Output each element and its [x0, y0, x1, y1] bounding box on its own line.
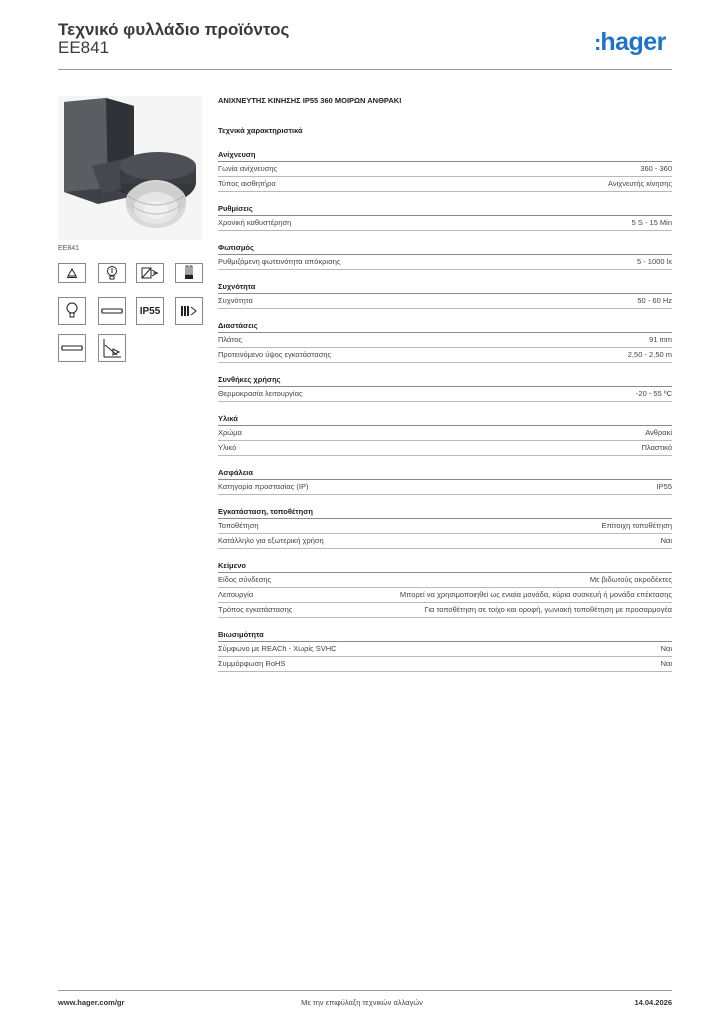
technical-content — [218, 94, 672, 672]
product-image — [58, 96, 202, 240]
section-title: Υλικά — [218, 412, 672, 426]
spec-section — [218, 319, 672, 363]
led-tube-icon — [58, 334, 86, 362]
section-title: Ασφάλεια — [218, 466, 672, 480]
section-title: Εγκατάσταση, τοποθέτηση — [218, 505, 672, 519]
footer-website-link[interactable]: www.hager.com/gr — [58, 998, 125, 1007]
spec-label: Χρώμα — [218, 428, 242, 437]
spec-value: Ανιχνευτής κίνησης — [608, 179, 672, 188]
ip-rating-text: IP55 — [139, 305, 161, 317]
halogen-icon — [136, 263, 164, 283]
section-title: Διαστάσεις — [218, 319, 672, 333]
motor-load-icon — [98, 334, 126, 362]
spec-value: Πλαστικό — [641, 443, 672, 452]
spec-value: 50 - 60 Hz — [637, 296, 672, 305]
spec-value: Ανθρακί — [645, 428, 672, 437]
spec-label: Τύπος αισθητήρα — [218, 179, 276, 188]
section-title: Βιωσιμότητα — [218, 628, 672, 642]
spec-label: Ρυθμιζόμενη φωτεινότητα απόκρισης — [218, 257, 341, 266]
spec-label: Προτεινόμενο ύψος εγκατάστασης — [218, 350, 332, 359]
spec-value: 91 mm — [649, 335, 672, 344]
spec-row — [218, 333, 672, 348]
spec-label: Τρόπος εγκατάστασης — [218, 605, 293, 614]
spec-label: Κατηγορία προστασίας (IP) — [218, 482, 309, 491]
spec-label: Τοποθέτηση — [218, 521, 259, 530]
spec-label: Σύμφωνο με REACh - Χωρίς SVHC — [218, 644, 337, 653]
spec-label: Συμμόρφωση RoHS — [218, 659, 286, 668]
spec-label: Είδος σύνδεσης — [218, 575, 272, 584]
page-title: Τεχνικό φυλλάδιο προϊόντος — [58, 20, 290, 39]
energy-saving-lamp-icon — [175, 263, 203, 283]
spec-value: IP55 — [656, 482, 672, 491]
hager-logo[interactable] — [594, 28, 666, 57]
incandescent-bulb-icon — [58, 297, 86, 325]
spec-row — [218, 573, 672, 588]
spec-label: Θερμοκρασία λειτουργίας — [218, 389, 303, 398]
spec-sections — [218, 148, 672, 672]
spec-value: Μπορεί να χρησιμοποιηθεί ως ενιαία μονάδα, κύρια συσκευή ή μονάδα επέκτασης — [399, 590, 672, 599]
spec-row — [218, 255, 672, 270]
spec-label: Γωνία ανίχνευσης — [218, 164, 278, 173]
spec-section — [218, 505, 672, 549]
spec-row — [218, 657, 672, 672]
spec-row — [218, 441, 672, 456]
spec-row — [218, 177, 672, 192]
spec-row — [218, 348, 672, 363]
product-code: EE841 — [58, 38, 110, 57]
spec-value: Με βιδωτούς ακροδέκτες — [589, 575, 672, 584]
image-caption: EE841 — [58, 245, 80, 252]
spec-section — [218, 373, 672, 402]
spec-value: Ναι — [660, 644, 672, 653]
fluorescent-tube-icon — [98, 297, 126, 325]
spec-label: Λειτουργία — [218, 590, 254, 599]
spec-section — [218, 280, 672, 309]
spec-value: Επίτοιχη τοποθέτηση — [601, 521, 672, 530]
logo-prefix: : — [594, 30, 601, 55]
section-title: Συχνότητα — [218, 280, 672, 294]
spec-section — [218, 466, 672, 495]
spec-row — [218, 387, 672, 402]
spec-value: 2,50 - 2,50 m — [627, 350, 672, 359]
ip-rating-icon — [136, 297, 164, 325]
lamp-icon — [58, 263, 86, 283]
bulb-icon — [98, 263, 126, 283]
section-title: Ρυθμίσεις — [218, 202, 672, 216]
spec-value: -20 - 55 ºC — [635, 389, 672, 398]
spec-value: Για τοποθέτηση σε τοίχο και οροφή, γωνιακή τοποθέτηση με προσαρμογέα — [424, 605, 672, 614]
spec-row — [218, 642, 672, 657]
section-title: Φωτισμός — [218, 241, 672, 255]
footer-notice: Με την επιφύλαξη τεχνικών αλλαγών — [301, 998, 423, 1007]
spec-section — [218, 559, 672, 618]
spec-row — [218, 294, 672, 309]
section-title: Ανίχνευση — [218, 148, 672, 162]
spec-label: Χρονική καθυστέρηση — [218, 218, 292, 227]
spec-row — [218, 480, 672, 495]
technical-features-heading: Τεχνικά χαρακτηριστικά — [218, 126, 303, 135]
spec-section — [218, 628, 672, 672]
spec-label: Υλικό — [218, 443, 237, 452]
spec-value: 5 - 1000 lx — [636, 257, 672, 266]
spec-value: 5 S - 15 Min — [631, 218, 672, 227]
header-divider — [58, 69, 672, 70]
product-name: ΑΝΙΧΝΕΥΤΗΣ ΚΙΝΗΣΗΣ IP55 360 ΜΟΙΡΩΝ ΑΝΘΡΑΚΙ — [218, 96, 402, 105]
section-title: Συνθήκες χρήσης — [218, 373, 672, 387]
spec-row — [218, 426, 672, 441]
spec-row — [218, 216, 672, 231]
footer-date: 14.04.2026 — [634, 998, 672, 1007]
spec-section — [218, 148, 672, 192]
footer-divider — [58, 990, 672, 991]
spec-row — [218, 603, 672, 618]
spec-value: 360 - 360 — [640, 164, 672, 173]
spec-row — [218, 588, 672, 603]
spec-value: Ναι — [660, 659, 672, 668]
spec-row — [218, 519, 672, 534]
spec-section — [218, 241, 672, 270]
logo-text: hager — [600, 28, 666, 56]
spec-label: Συχνότητα — [218, 296, 253, 305]
spec-label: Κατάλληλο για εξωτερική χρήση — [218, 536, 324, 545]
spec-row — [218, 162, 672, 177]
section-title: Κείμενο — [218, 559, 672, 573]
led-driver-icon — [175, 297, 203, 325]
spec-value: Ναι — [660, 536, 672, 545]
spec-label: Πλάτος — [218, 335, 243, 344]
spec-section — [218, 412, 672, 456]
spec-section — [218, 202, 672, 231]
spec-row — [218, 534, 672, 549]
